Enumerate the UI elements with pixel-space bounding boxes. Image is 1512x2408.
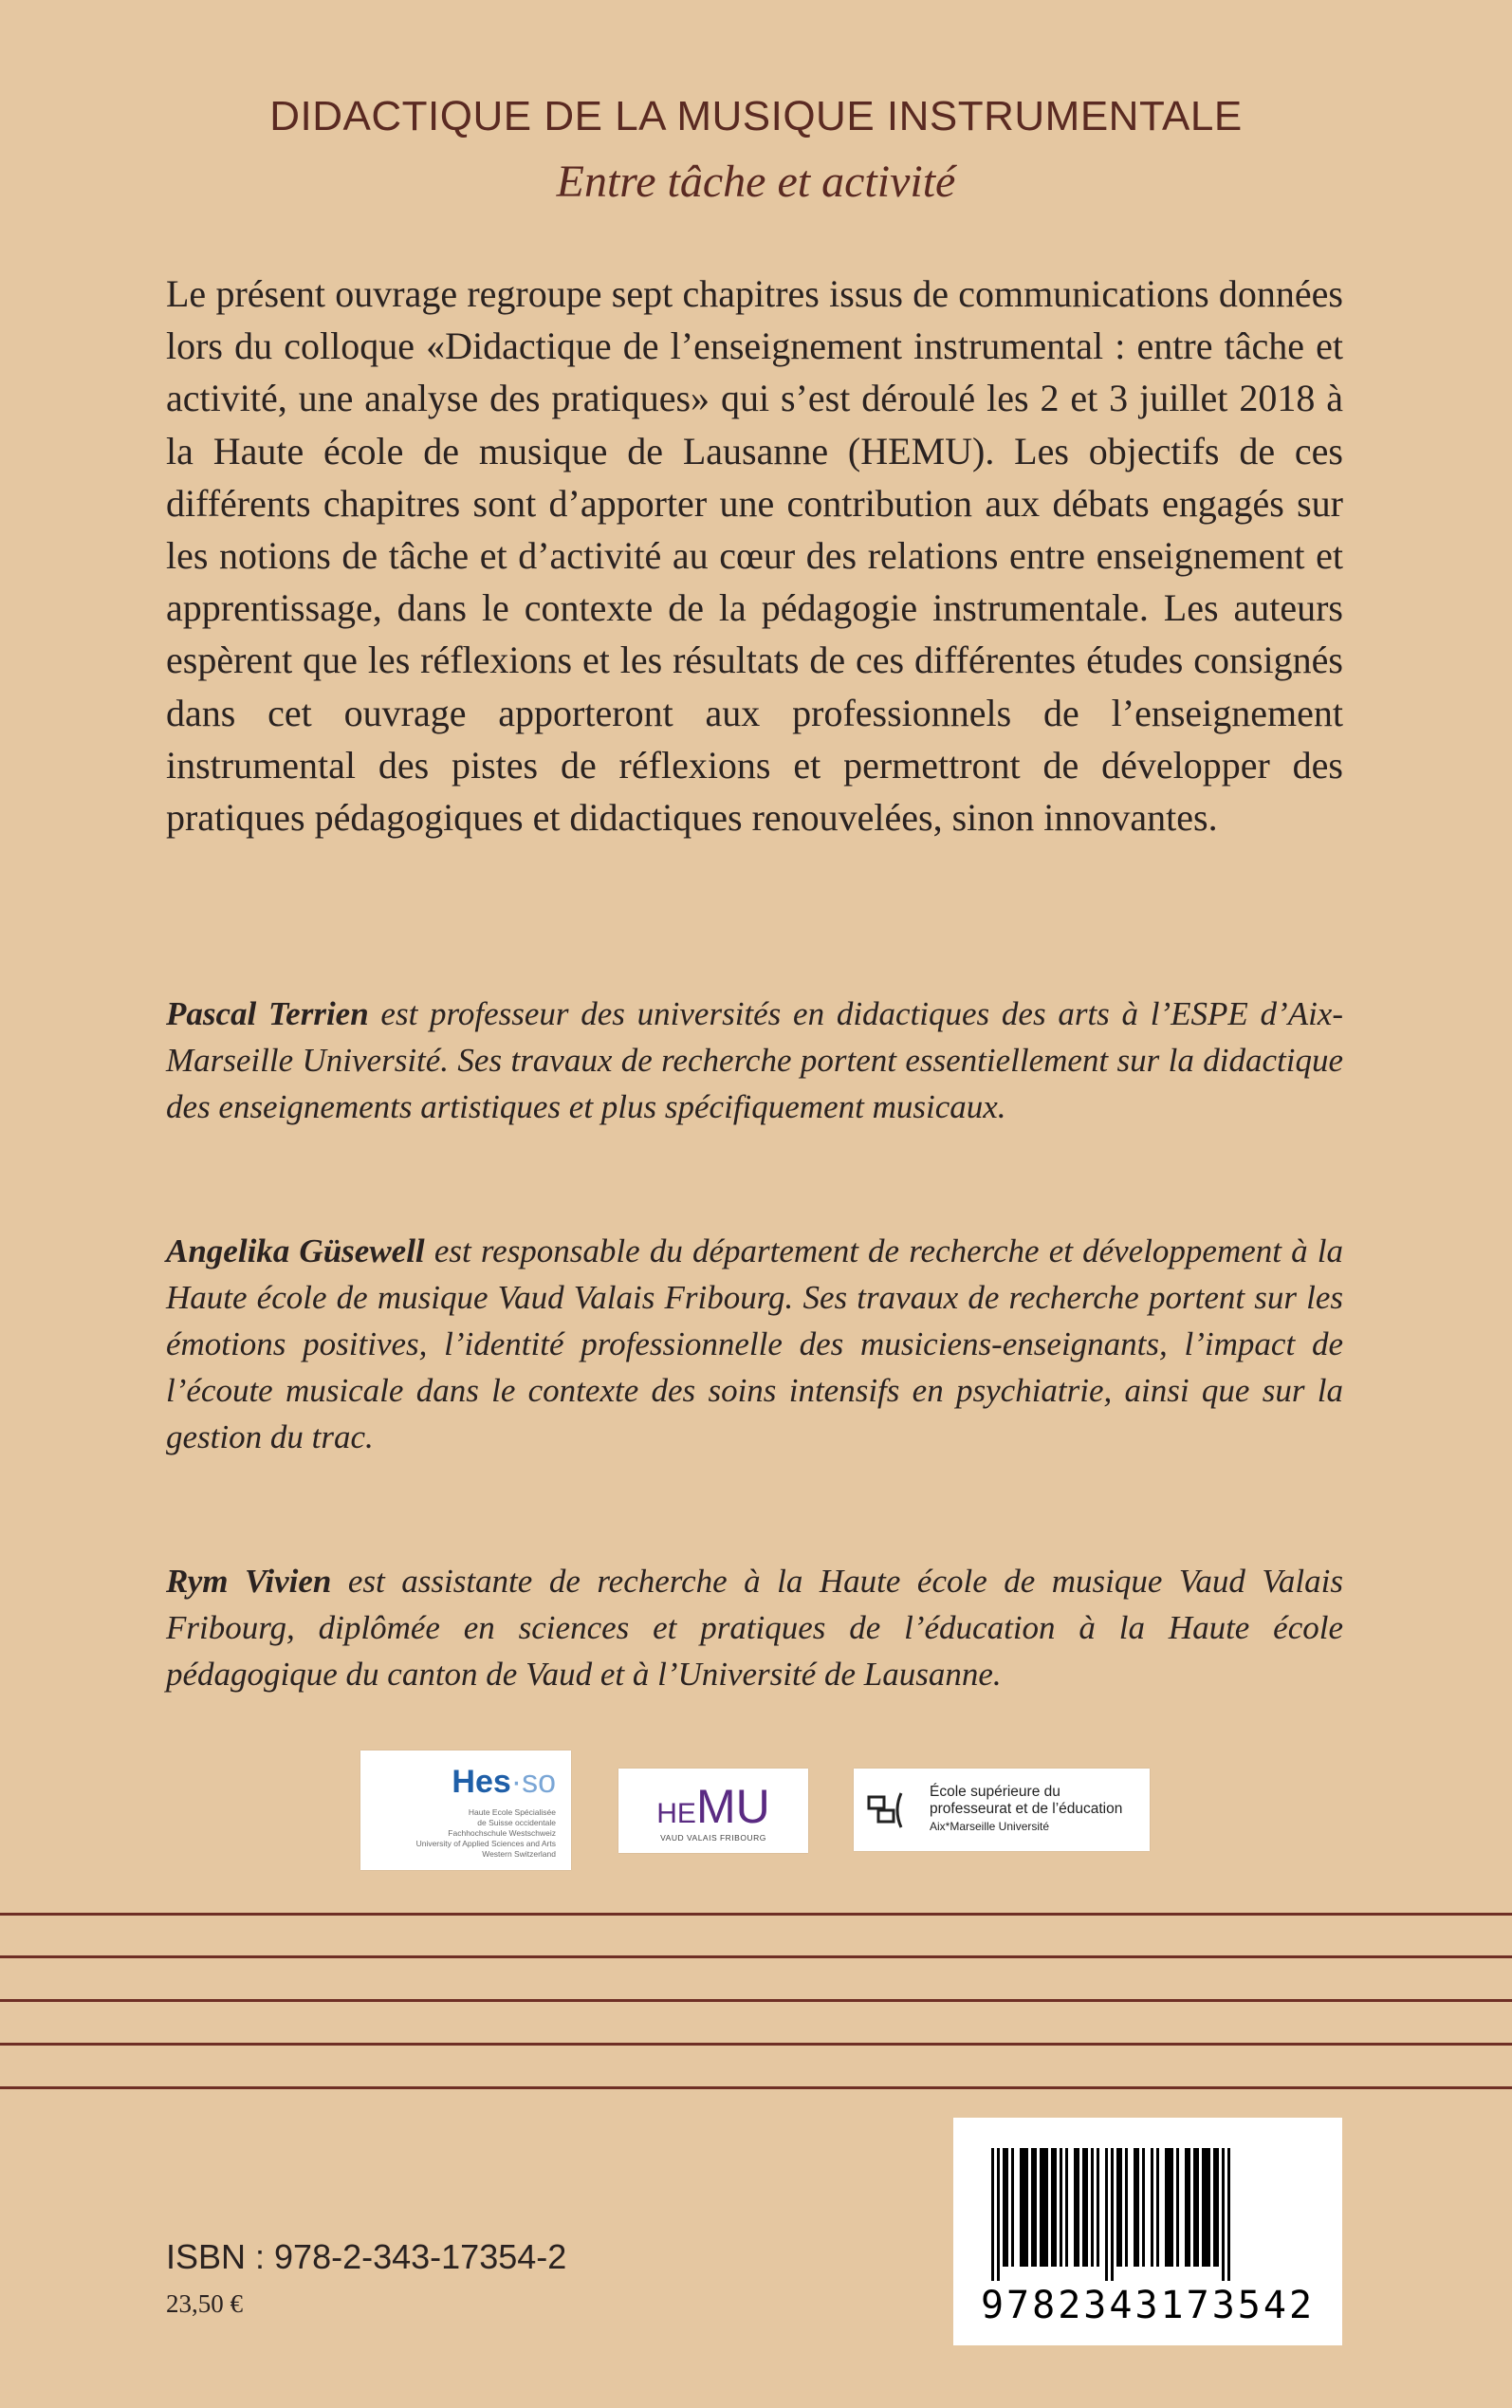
barcode-bar (1105, 2148, 1108, 2281)
barcode-bar (1142, 2148, 1145, 2267)
barcode-bar (1176, 2148, 1179, 2267)
barcode-bar (1202, 2148, 1210, 2267)
author-bio-text: est professeur des universités en didactiques des arts à l’ESPE d’Aix-Marseille Université. Ses travaux de recherche portent essentiellement sur la didactique des enseignements artistiques et plus spécifiquement musicaux. (166, 995, 1343, 1125)
barcode-bars (991, 2148, 1304, 2281)
barcode-bar (1227, 2148, 1230, 2281)
espe-logo (854, 1769, 1150, 1851)
barcode-bar (1156, 2148, 1159, 2267)
barcode-bar (1020, 2148, 1028, 2267)
author-name: Pascal Terrien (166, 995, 369, 1032)
barcode-bar (1111, 2148, 1114, 2281)
barcode-bar (1060, 2148, 1062, 2267)
summary-paragraph: Le présent ouvrage regroupe sept chapitres issus de communications données lors du colloque «Didactique de l’enseignement instrumental : entre tâche et activité, une analyse des pratiques» qui s’est déroulé les 2 et 3 juillet 2018 à la Haute école de musique de Lausanne (HEMU). Les objectifs de ces différents chapitres sont d’apporter une contribution aux débats engagés sur les notions de tâche et d’activité au cœur des relations entre enseignement et apprentissage, dans le contexte de la pédagogie instrumentale. Les auteurs espèrent que les réflexions et les résultats de ces différentes études consignés dans cet ouvrage apporteront aux professionnels de l’enseignement instrumental des pistes de réflexions et permettront de développer des pratiques pédagogiques et didactiques renouvelées, sinon innovantes. (166, 272, 1343, 840)
barcode-bar (1097, 2148, 1099, 2267)
barcode-bar (1082, 2148, 1088, 2267)
barcode-bar (1185, 2148, 1190, 2267)
hemu-logo (618, 1769, 808, 1853)
author-bio-gusewell (166, 1228, 1343, 1460)
barcode-bar (1003, 2148, 1008, 2267)
barcode-bar (1134, 2148, 1139, 2267)
book-subtitle: Entre tâche et activité (556, 157, 956, 207)
decorative-rule (0, 1999, 1512, 2002)
barcode-bar (1125, 2148, 1128, 2267)
barcode-bar (1151, 2148, 1153, 2267)
barcode-bar (1193, 2148, 1199, 2267)
barcode-bar (1091, 2148, 1094, 2267)
author-name: Rym Vivien (166, 1563, 332, 1600)
barcode-bar (991, 2148, 994, 2281)
barcode (953, 2118, 1342, 2345)
author-bio-text: est assistante de recherche à la Haute école de musique Vaud Valais Fribourg, diplômée en sciences et pratiques de l’éducation à la Haute école pédagogique du canton de Vaud et à l’Université de Lausanne. (166, 1563, 1343, 1693)
hesso-tagline: Haute Ecole Spécialisée de Suisse occidentale Fachhochschule Westschweiz University of Applied Sciences and Arts Western Switzerland (415, 1807, 556, 1859)
barcode-bar (1116, 2148, 1122, 2267)
decorative-rule (0, 2086, 1512, 2089)
barcode-bar (1011, 2148, 1014, 2267)
barcode-bar (1074, 2148, 1079, 2267)
barcode-bar (1040, 2148, 1048, 2267)
barcode-number: 9782343173542 (980, 2284, 1316, 2327)
author-bio-terrien (166, 991, 1343, 1130)
espe-name: École supérieure du professeurat et de l’éducation Aix*Marseille Université (930, 1784, 1123, 1833)
barcode-bar (1051, 2148, 1057, 2267)
barcode-bar (1222, 2148, 1225, 2281)
book-title: DIDACTIQUE DE LA MUSIQUE INSTRUMENTALE (269, 93, 1243, 139)
barcode-bar (997, 2148, 1000, 2281)
hemu-tagline: VAUD VALAIS FRIBOURG (660, 1833, 766, 1843)
author-name: Angelika Güsewell (166, 1232, 425, 1269)
barcode-bar (1165, 2148, 1173, 2267)
hesso-logo (360, 1750, 571, 1870)
decorative-rule (0, 1913, 1512, 1916)
barcode-bar (1065, 2148, 1068, 2267)
author-bio-vivien (166, 1558, 1343, 1697)
author-bio-text: est responsable du département de recherche et développement à la Haute école de musique Vaud Valais Fribourg. Ses travaux de recherche portent sur les émotions positives, l’identité professionnelle des musiciens-enseignants, l’impact de l’écoute musicale dans le contexte des soins intensifs en psychiatrie, ainsi que sur la gestion du trac. (166, 1232, 1343, 1455)
hemu-wordmark: HEMU (656, 1780, 770, 1833)
decorative-rule (0, 1955, 1512, 1958)
espe-emblem-icon (867, 1789, 909, 1831)
decorative-rule (0, 2043, 1512, 2046)
isbn: ISBN : 978-2-343-17354-2 (166, 2237, 567, 2276)
barcode-bar (1031, 2148, 1037, 2267)
price: 23,50 € (166, 2289, 243, 2318)
hesso-wordmark: Hes·so (452, 1764, 556, 1800)
barcode-bar (1213, 2148, 1219, 2267)
